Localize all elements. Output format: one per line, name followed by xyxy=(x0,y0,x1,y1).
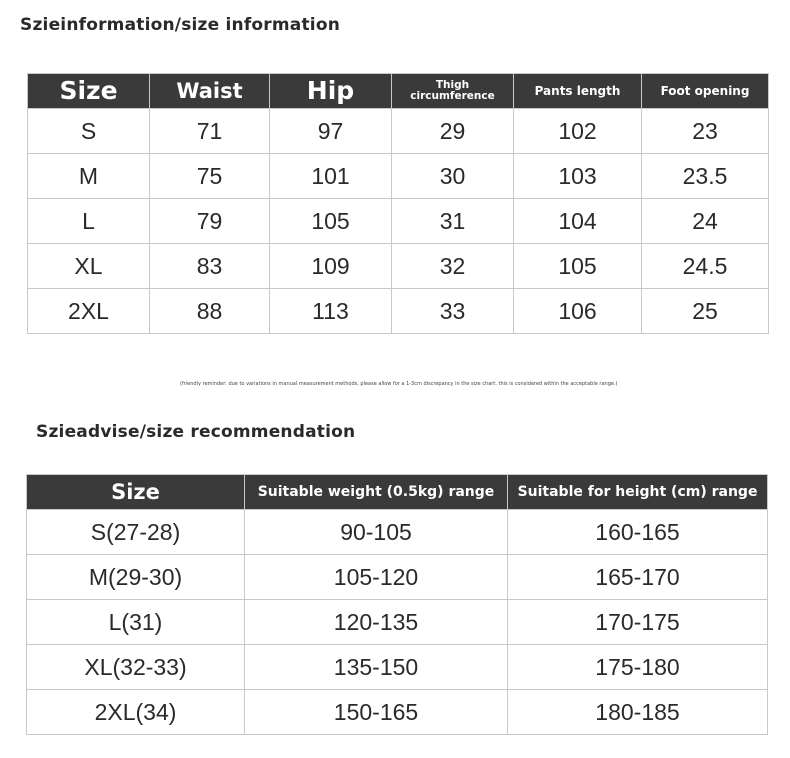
table-cell: 103 xyxy=(514,154,642,199)
table-cell: 113 xyxy=(270,289,392,334)
table-cell: L(31) xyxy=(27,600,245,645)
table-header-row xyxy=(27,475,768,510)
table-row xyxy=(27,555,768,600)
header-size: Size xyxy=(27,475,245,510)
table-cell: 175-180 xyxy=(508,645,768,690)
table-row xyxy=(27,690,768,735)
table-header-row xyxy=(28,74,769,109)
table-cell: 32 xyxy=(392,244,514,289)
table-cell: 105 xyxy=(514,244,642,289)
header-pants-length: Pants length xyxy=(514,74,642,109)
table-cell: 2XL xyxy=(28,289,150,334)
table-cell: 75 xyxy=(150,154,270,199)
table-cell: 105 xyxy=(270,199,392,244)
table-cell: XL xyxy=(28,244,150,289)
table-cell: M xyxy=(28,154,150,199)
measurement-reminder: (friendly reminder: due to variations in manual measurement methods, please allow for a 1-3cm discrepancy in the size chart. this is considered within the acceptable range.) xyxy=(180,381,618,387)
table-cell: 101 xyxy=(270,154,392,199)
table-cell: 106 xyxy=(514,289,642,334)
header-thigh-circumference: Thigh circumference xyxy=(392,74,514,109)
table-cell: 180-185 xyxy=(508,690,768,735)
table-cell: S xyxy=(28,109,150,154)
table-cell: 83 xyxy=(150,244,270,289)
table-cell: 105-120 xyxy=(245,555,508,600)
table-cell: 71 xyxy=(150,109,270,154)
header-foot-opening: Foot opening xyxy=(642,74,769,109)
table-cell: S(27-28) xyxy=(27,510,245,555)
table-row xyxy=(27,510,768,555)
table-row xyxy=(28,154,769,199)
table-row xyxy=(28,199,769,244)
header-hip: Hip xyxy=(270,74,392,109)
size-information-table xyxy=(27,73,769,334)
header-weight-range: Suitable weight (0.5kg) range xyxy=(245,475,508,510)
table-cell: 23 xyxy=(642,109,769,154)
table-cell: M(29-30) xyxy=(27,555,245,600)
table-cell: 120-135 xyxy=(245,600,508,645)
table-cell: 97 xyxy=(270,109,392,154)
table-cell: 31 xyxy=(392,199,514,244)
table-cell: 104 xyxy=(514,199,642,244)
table-cell: 24 xyxy=(642,199,769,244)
size-information-title: Szieinformation/size information xyxy=(20,15,341,35)
table-row xyxy=(27,645,768,690)
table-row xyxy=(28,109,769,154)
table-cell: 25 xyxy=(642,289,769,334)
table-cell: 29 xyxy=(392,109,514,154)
table-cell: 23.5 xyxy=(642,154,769,199)
table-cell: 79 xyxy=(150,199,270,244)
table-cell: 165-170 xyxy=(508,555,768,600)
table-cell: 102 xyxy=(514,109,642,154)
table-cell: 33 xyxy=(392,289,514,334)
header-size: Size xyxy=(28,74,150,109)
size-recommendation-title: Szieadvise/size recommendation xyxy=(36,422,356,442)
header-waist: Waist xyxy=(150,74,270,109)
table-cell: 109 xyxy=(270,244,392,289)
table-row xyxy=(28,244,769,289)
table-cell: 30 xyxy=(392,154,514,199)
size-recommendation-table xyxy=(26,474,768,735)
table-cell: L xyxy=(28,199,150,244)
table-cell: XL(32-33) xyxy=(27,645,245,690)
table-cell: 24.5 xyxy=(642,244,769,289)
table-cell: 160-165 xyxy=(508,510,768,555)
table-cell: 88 xyxy=(150,289,270,334)
table-row xyxy=(28,289,769,334)
table-cell: 135-150 xyxy=(245,645,508,690)
table-cell: 150-165 xyxy=(245,690,508,735)
table-row xyxy=(27,600,768,645)
table-cell: 170-175 xyxy=(508,600,768,645)
table-cell: 2XL(34) xyxy=(27,690,245,735)
table-cell: 90-105 xyxy=(245,510,508,555)
header-height-range: Suitable for height (cm) range xyxy=(508,475,768,510)
